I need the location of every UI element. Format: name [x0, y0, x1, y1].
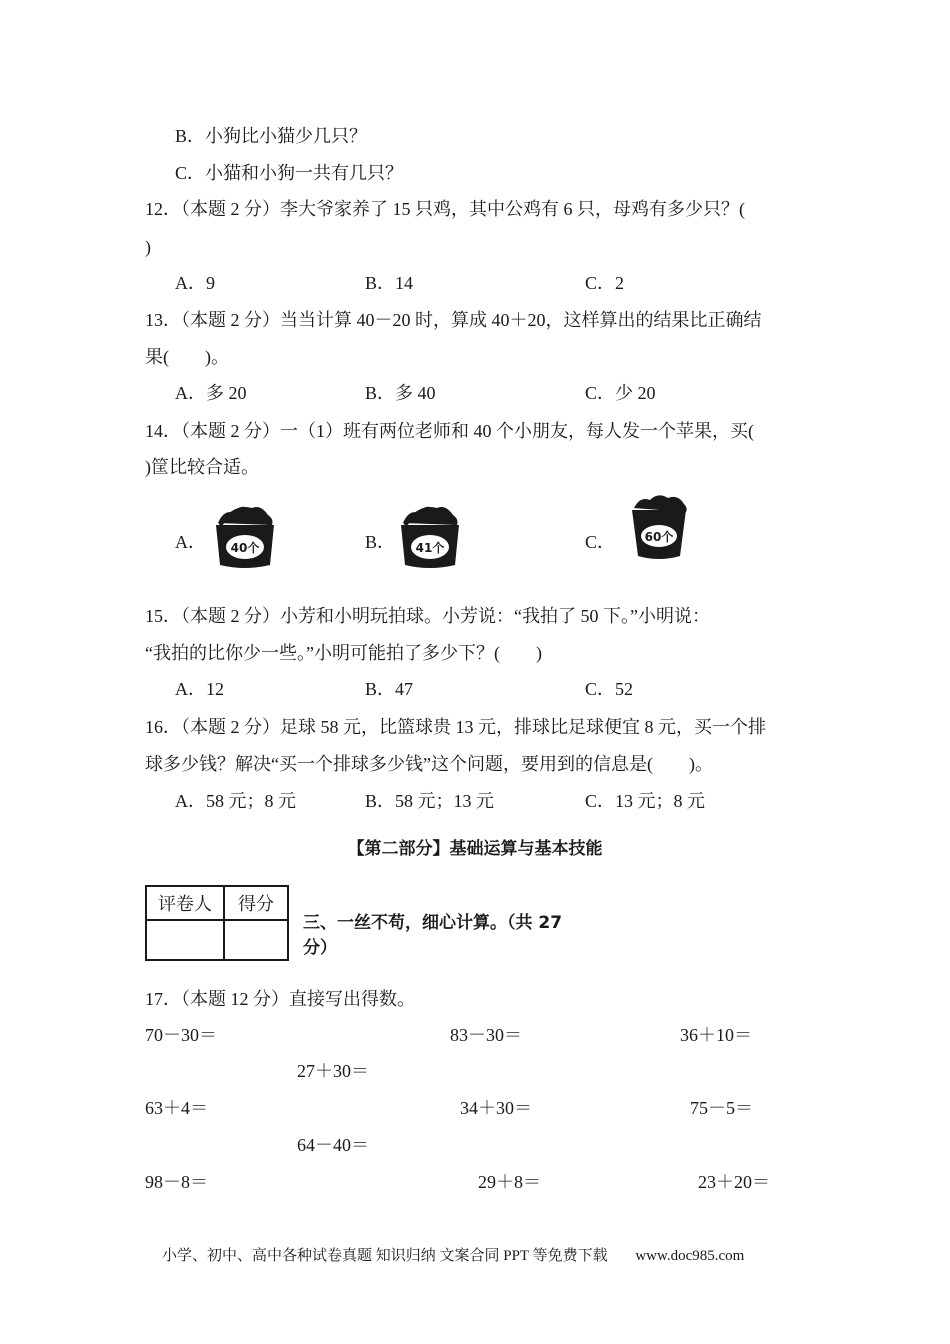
score-table-cell-score [224, 920, 288, 960]
q13-stem-cont: 果( )。 [145, 347, 229, 367]
footer-text: 小学、初中、高中各种试卷真题 知识归纳 文案合同 PPT 等免费下载 [162, 1248, 608, 1264]
q11-option-b: B．小狗比小猫少几只？ [175, 126, 368, 146]
page-footer [162, 1244, 744, 1265]
apple-basket-41-icon [395, 495, 465, 570]
expr-70-30: 70－30＝ [145, 1025, 217, 1045]
q14-stem: 14．（本题 2 分）一（1）班有两位老师和 40 个小朋友，每人发一个苹果，买( [145, 421, 754, 441]
section3-title-cont: 分） [303, 938, 337, 958]
expr-29-8: 29＋8＝ [478, 1172, 541, 1192]
q16-stem-cont: 球多少钱？解决“买一个排球多少钱”这个问题，要用到的信息是( )。 [145, 754, 713, 774]
expr-98-8: 98－8＝ [145, 1172, 208, 1192]
score-table-header-grader: 评卷人 [146, 886, 224, 920]
expr-36-10: 36＋10＝ [680, 1025, 752, 1045]
q17-title: 17．（本题 12 分）直接写出得数。 [145, 989, 415, 1009]
expr-27-30: 27＋30＝ [297, 1061, 369, 1081]
q12-option-c: C．2 [585, 273, 625, 293]
apple-basket-40-icon [210, 495, 280, 570]
basket-b-label: 41个 [415, 541, 445, 555]
basket-a-label: 40个 [230, 541, 260, 555]
basket-c-label: 60个 [644, 530, 674, 544]
q13-option-b: B．多 40 [365, 383, 436, 403]
q16-option-c: C．13 元；8 元 [585, 791, 706, 811]
q12-option-b: B．14 [365, 273, 414, 293]
section3-title: 三、一丝不苟，细心计算。（共 27 [303, 913, 563, 933]
part2-heading: 【第二部分】基础运算与基本技能 [347, 839, 603, 859]
q16-option-a: A．58 元；8 元 [175, 791, 296, 811]
score-table-cell-grader [146, 920, 224, 960]
score-table [145, 885, 289, 961]
q14-option-c: C． [585, 532, 616, 552]
q15-stem: 15．（本题 2 分）小芳和小明玩拍球。小芳说：“我拍了 50 下。”小明说： [145, 606, 710, 626]
score-table-header-score: 得分 [224, 886, 288, 920]
q12-stem: 12．（本题 2 分）李大爷家养了 15 只鸡，其中公鸡有 6 只，母鸡有多少只？( [145, 199, 745, 219]
q15-option-a: A．12 [175, 679, 224, 699]
expr-75-5: 75－5＝ [690, 1098, 753, 1118]
q15-stem-cont: “我拍的比你少一些。”小明可能拍了多少下？( ) [145, 643, 542, 663]
expr-63-4: 63＋4＝ [145, 1098, 208, 1118]
q15-option-b: B．47 [365, 679, 414, 699]
q14-option-b: B． [365, 532, 396, 552]
expr-23-20: 23＋20＝ [698, 1172, 770, 1192]
q11-option-c: C．小猫和小狗一共有几只？ [175, 163, 404, 183]
q13-stem: 13．（本题 2 分）当当计算 40－20 时，算成 40＋20，这样算出的结果比正确结 [145, 310, 762, 330]
q16-stem: 16．（本题 2 分）足球 58 元，比篮球贵 13 元，排球比足球便宜 8 元，买一个排 [145, 717, 766, 737]
expr-64-40: 64－40＝ [297, 1135, 369, 1155]
q15-option-c: C．52 [585, 679, 634, 699]
q14-option-a: A． [175, 532, 206, 552]
expr-83-30: 83－30＝ [450, 1025, 522, 1045]
expr-34-30: 34＋30＝ [460, 1098, 532, 1118]
q13-option-a: A．多 20 [175, 383, 247, 403]
q12-stem-cont: ) [145, 237, 151, 257]
q13-option-c: C．少 20 [585, 383, 656, 403]
apple-basket-60-icon [628, 492, 690, 564]
q16-option-b: B．58 元；13 元 [365, 791, 495, 811]
footer-url[interactable]: www.doc985.com [635, 1248, 745, 1264]
q12-option-a: A．9 [175, 273, 215, 293]
q14-stem-cont: )筐比较合适。 [145, 457, 259, 477]
